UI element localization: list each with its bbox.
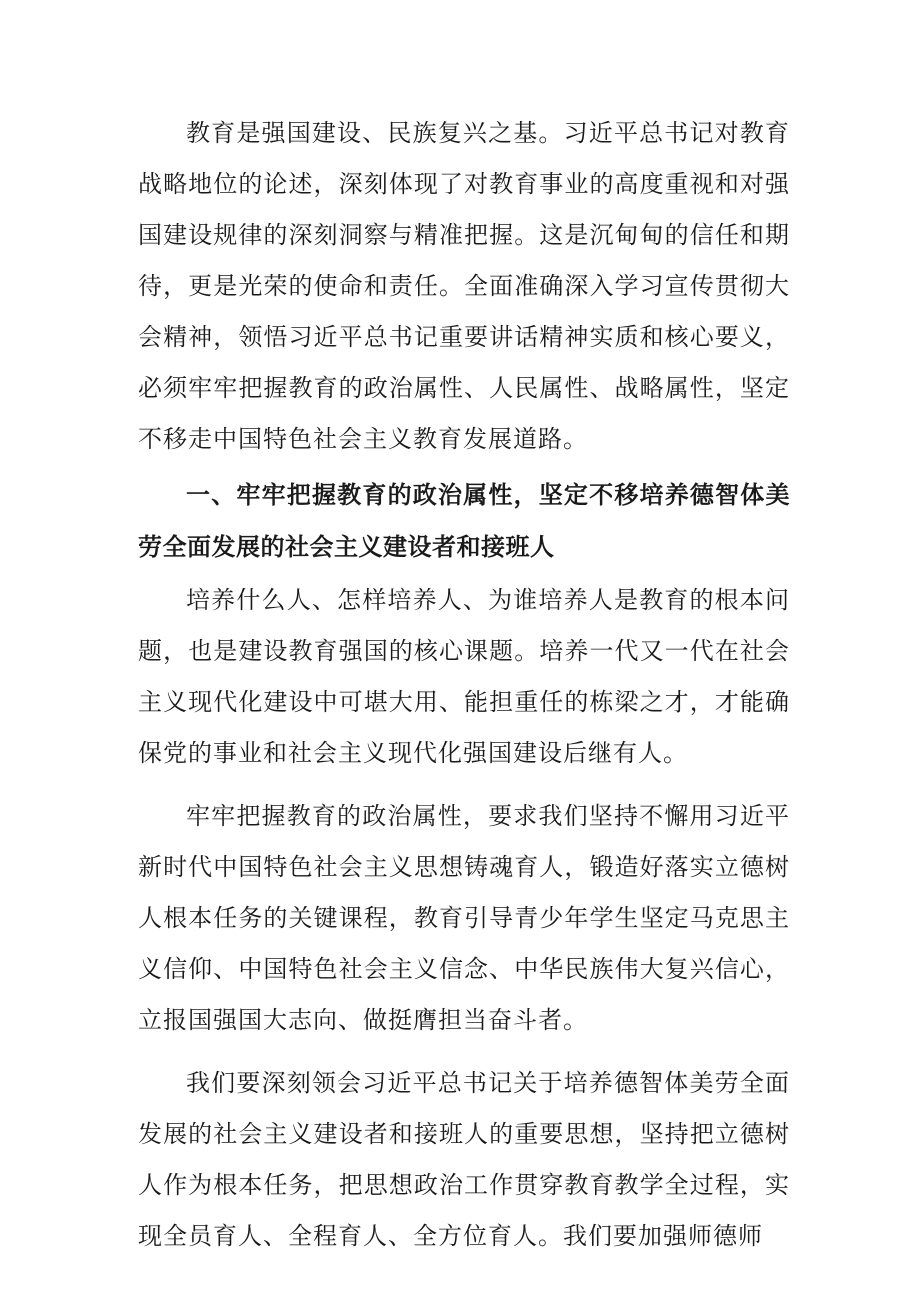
section1-paragraph-1: 培养什么人、怎样培养人、为谁培养人是教育的根本问题，也是建设教育强国的核心课题。培养一代又一代在社会主义现代化建设中可堪大用、能担重任的栋梁之才，才能确保党的事业和社会主义现代化强国建设后继有人。 [138,586,790,767]
intro-paragraph: 教育是强国建设、民族复兴之基。习近平总书记对教育战略地位的论述，深刻体现了对教育事业的高度重视和对强国建设规律的深刻洞察与精准把握。这是沉甸甸的信任和期待，更是光荣的使命和责任。全面准确深入学习宣传贯彻大会精神，领悟习近平总书记重要讲话精神实质和核心要义，必须牢牢把握教育的政治属性、人民属性、战略属性，坚定不移走中国特色社会主义教育发展道路。 [138,119,790,453]
section1-paragraph-3: 我们要深刻领会习近平总书记关于培养德智体美劳全面发展的社会主义建设者和接班人的重要思想，坚持把立德树人作为根本任务，把思想政治工作贯穿教育教学全过程，实现全员育人、全程育人、全方位育人。我们要加强师德师 [138,1069,790,1250]
document-body [138,108,790,1262]
section-heading-1: 一、牢牢把握教育的政治属性，坚定不移培养德智体美劳全面发展的社会主义建设者和接班人 [138,481,790,561]
section1-paragraph-2: 牢牢把握教育的政治属性，要求我们坚持不懈用习近平新时代中国特色社会主义思想铸魂育人，锻造好落实立德树人根本任务的关键课程，教育引导青少年学生坚定马克思主义信仰、中国特色社会主义信念、中华民族伟大复兴信心，立报国强国大志向、做挺膺担当奋斗者。 [138,802,790,1034]
